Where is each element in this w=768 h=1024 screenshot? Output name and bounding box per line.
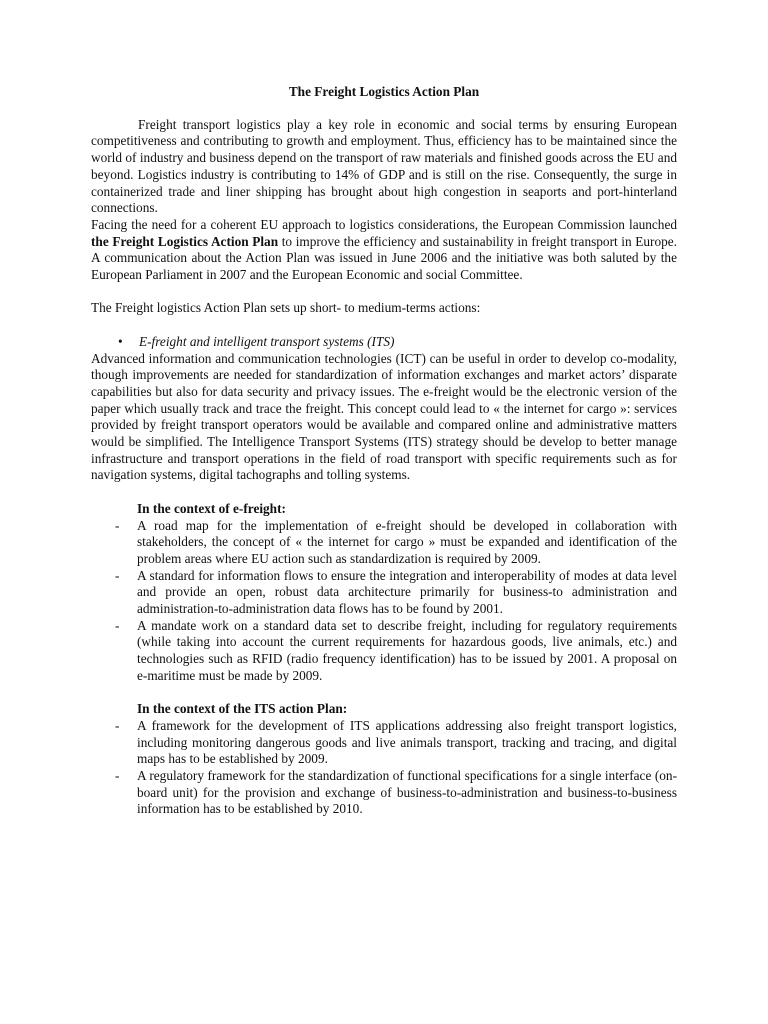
efreight-heading: In the context of e-freight:	[137, 500, 286, 516]
document-page	[91, 84, 677, 818]
intro-paragraph-2-start: Facing the need for a coherent EU approach to logistics considerations, the European Commission launched	[91, 216, 677, 232]
action-plan-emphasis: the Freight Logistics Action Plan	[91, 233, 279, 249]
list-item-text: A mandate work on a standard data set to describe freight, including for regulatory requirements (while taking into account the current requirements for hazardous goods, live animals, etc.) and technologies such as RFID (radio frequency identification) has to be issued by 2001. A proposal on e-maritime must be made by 2009.	[137, 617, 677, 683]
dash-icon: -	[115, 567, 120, 583]
dash-icon: -	[115, 717, 120, 733]
dash-icon: -	[115, 517, 120, 533]
spacer	[91, 484, 677, 501]
bullet-heading-text: E-freight and intelligent transport systems (ITS)	[139, 333, 395, 349]
section-bullet-heading	[91, 334, 677, 351]
list-item-text: A framework for the development of ITS applications addressing also freight transport logistics, including monitoring dangerous goods and live animals transport, tracking and tracing, and digital maps has to be established by 2009.	[137, 717, 677, 767]
list-item	[91, 568, 677, 618]
intro-paragraph-2	[91, 217, 677, 284]
list-item-text: A road map for the implementation of e-freight should be developed in collaboration with stakeholders, the concept of « the internet for cargo » must be expanded and identification of the problem areas where EU action such as standardization is required by 2009.	[137, 517, 677, 566]
bullet-icon: •	[118, 333, 123, 349]
spacer	[91, 685, 677, 702]
intro-paragraph-1: Freight transport logistics play a key role in economic and social terms by ensuring European competitiveness and contributing to growth and employment. Thus, efficiency has to be maintained since the world of industry and business depend on the transport of raw materials and finished goods across the EU and beyond. Logistics industry is contributing to 14% of GDP and is still on the rise. Consequently, the surge in containerized trade and liner shipping has brought about high congestion in seaports and port-hinterland connections.	[91, 116, 677, 216]
list-item	[91, 618, 677, 685]
list-item-text: A standard for information flows to ensure the integration and interoperability of modes at data level and provide an open, robust data architecture primarily for business-to administration and administration-to-administration data flows has to be found by 2001.	[137, 567, 677, 617]
its-plan-list	[91, 718, 677, 818]
document-title: The Freight Logistics Action Plan	[288, 84, 480, 99]
actions-intro: The Freight logistics Action Plan sets up short- to medium-terms actions:	[91, 300, 481, 316]
efreight-list	[91, 518, 677, 685]
list-item-text: A regulatory framework for the standardization of functional specifications for a single interface (on-board unit) for the provision and exchange of business-to-administration and business-to-business information has to be established by 2010.	[137, 768, 677, 817]
spacer	[91, 284, 677, 301]
list-item	[91, 768, 677, 818]
list-item	[91, 718, 677, 768]
dash-icon: -	[115, 768, 120, 784]
list-item	[91, 518, 677, 568]
intro-paragraph-2-end: to improve the efficiency and sustainability in freight transport in Europe. A communication about the Action Plan was issued in June 2006 and the initiative was both saluted by the European Parliament in 2007 and the European Economic and social Committee.	[91, 233, 677, 283]
dash-icon: -	[115, 617, 120, 633]
its-paragraph: Advanced information and communication technologies (ICT) can be useful in order to develop co-modality, though improvements are needed for standardization of information exchanges and market actors’ disparate capabilities but also for data security and privacy issues. The e-freight would be the electronic version of the paper which usually track and trace the freight. This concept could lead to « the internet for cargo »: services provided by freight transport operators would be available and compared online and administrative matters would be simplified. The Intelligence Transport Systems (ITS) strategy should be develop to better manage infrastructure and transport operations in the field of road transport with specific requirements such as for navigation systems, digital tachographs and tolling systems.	[91, 350, 677, 483]
spacer	[91, 317, 677, 334]
its-plan-heading: In the context of the ITS action Plan:	[137, 701, 348, 717]
